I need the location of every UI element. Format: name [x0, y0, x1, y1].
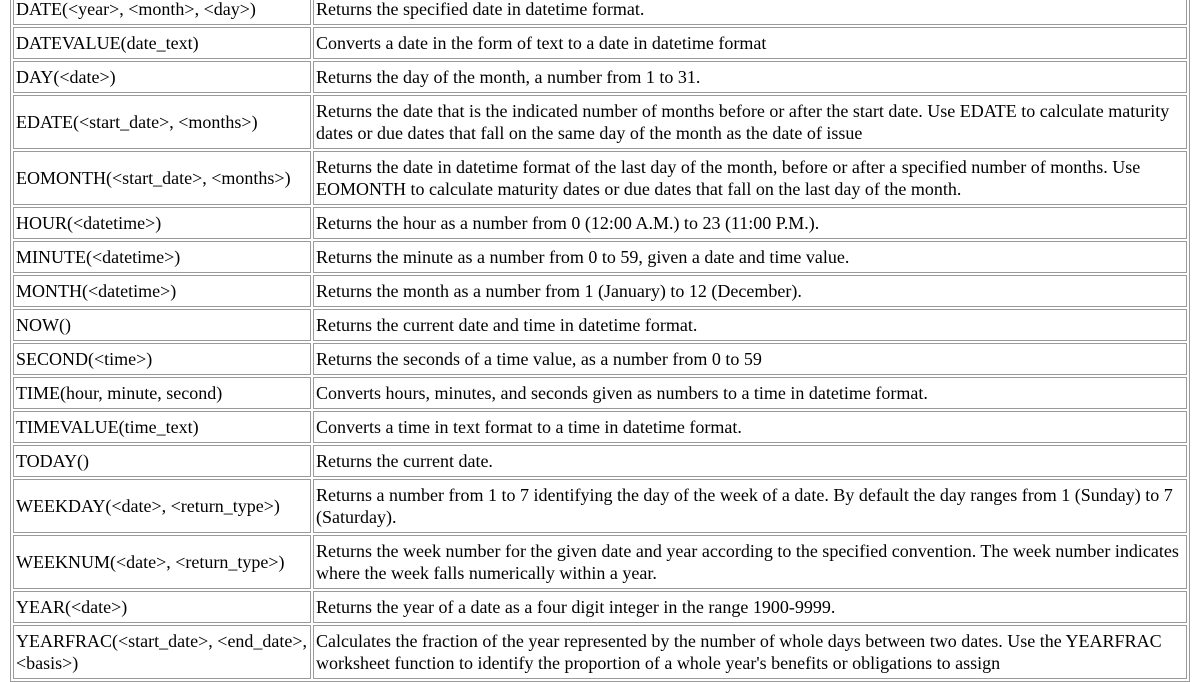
- function-name: TODAY(): [13, 445, 311, 477]
- function-name: EOMONTH(<start_date>, <months>): [13, 151, 311, 205]
- function-name: NOW(): [13, 309, 311, 341]
- function-description: Returns the current date.: [313, 445, 1187, 477]
- function-description: Returns a number from 1 to 7 identifying the day of the week of a date. By default the day ranges from 1 (Sunday) to 7 (Saturday).: [313, 479, 1187, 533]
- function-description: Returns the week number for the given date and year according to the specified convention. The week number indicates where the week falls numerically within a year.: [313, 535, 1187, 589]
- date-functions-table: [10, 0, 1190, 682]
- function-name: YEAR(<date>): [13, 591, 311, 623]
- table-row: [13, 625, 1187, 679]
- table-row: [13, 151, 1187, 205]
- function-name: TIMEVALUE(time_text): [13, 411, 311, 443]
- document-page: [10, 0, 1186, 682]
- table-row: [13, 95, 1187, 149]
- function-name: SECOND(<time>): [13, 343, 311, 375]
- table-row: [13, 27, 1187, 59]
- function-description: Returns the minute as a number from 0 to 59, given a date and time value.: [313, 241, 1187, 273]
- function-name: MONTH(<datetime>): [13, 275, 311, 307]
- function-name: DAY(<date>): [13, 61, 311, 93]
- function-description: Calculates the fraction of the year represented by the number of whole days between two dates. Use the YEARFRAC worksheet function to identify the proportion of a whole year's benefits or obligations to assign: [313, 625, 1187, 679]
- function-name: MINUTE(<datetime>): [13, 241, 311, 273]
- table-row: [13, 207, 1187, 239]
- function-description: Returns the seconds of a time value, as a number from 0 to 59: [313, 343, 1187, 375]
- function-description: Returns the current date and time in datetime format.: [313, 309, 1187, 341]
- function-description: Returns the day of the month, a number from 1 to 31.: [313, 61, 1187, 93]
- function-name: WEEKNUM(<date>, <return_type>): [13, 535, 311, 589]
- table-row: [13, 591, 1187, 623]
- function-name: WEEKDAY(<date>, <return_type>): [13, 479, 311, 533]
- function-description: Returns the year of a date as a four digit integer in the range 1900-9999.: [313, 591, 1187, 623]
- table-row: [13, 411, 1187, 443]
- function-name: TIME(hour, minute, second): [13, 377, 311, 409]
- table-row: [13, 275, 1187, 307]
- table-row: [13, 309, 1187, 341]
- function-description: Returns the hour as a number from 0 (12:00 A.M.) to 23 (11:00 P.M.).: [313, 207, 1187, 239]
- table-row: [13, 61, 1187, 93]
- function-description: Returns the date in datetime format of the last day of the month, before or after a specified number of months. Use EOMONTH to calculate maturity dates or due dates that fall on the last day of the month.: [313, 151, 1187, 205]
- table-row: [13, 0, 1187, 25]
- table-row: [13, 479, 1187, 533]
- table-row: [13, 535, 1187, 589]
- function-description: Converts a time in text format to a time in datetime format.: [313, 411, 1187, 443]
- table-row: [13, 445, 1187, 477]
- table-row: [13, 343, 1187, 375]
- function-name: DATE(<year>, <month>, <day>): [13, 0, 311, 25]
- table-row: [13, 241, 1187, 273]
- function-name: YEARFRAC(<start_date>, <end_date>, <basis>): [13, 625, 311, 679]
- function-description: Returns the month as a number from 1 (January) to 12 (December).: [313, 275, 1187, 307]
- function-description: Converts a date in the form of text to a date in datetime format: [313, 27, 1187, 59]
- function-description: Converts hours, minutes, and seconds given as numbers to a time in datetime format.: [313, 377, 1187, 409]
- function-description: Returns the specified date in datetime format.: [313, 0, 1187, 25]
- function-name: DATEVALUE(date_text): [13, 27, 311, 59]
- table-row: [13, 377, 1187, 409]
- function-name: EDATE(<start_date>, <months>): [13, 95, 311, 149]
- function-description: Returns the date that is the indicated number of months before or after the start date. Use EDATE to calculate maturity dates or due dates that fall on the same day of the month as the date of issue: [313, 95, 1187, 149]
- function-name: HOUR(<datetime>): [13, 207, 311, 239]
